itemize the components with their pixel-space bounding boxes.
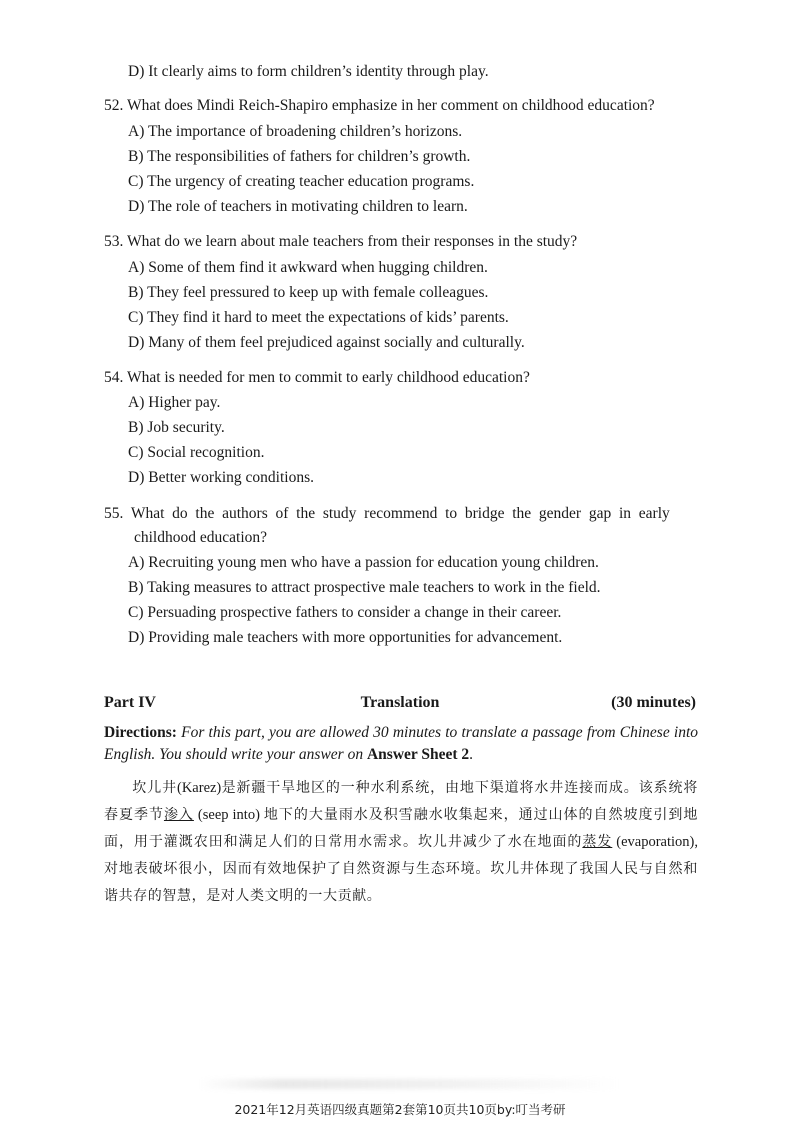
directions-period: . bbox=[469, 746, 474, 763]
directions bbox=[104, 722, 698, 766]
passage-text-3: 地下的大量雨水及积雪融水收集起来，通过山体的自然坡度引到地面，用于灌溉农田和满足人们的日常用水需求。坎儿井减少了水在地面的 bbox=[104, 807, 698, 850]
passage-gloss-seep: (seep into) bbox=[193, 807, 264, 823]
q52-option-c: C) The urgency of creating teacher education programs. bbox=[128, 173, 475, 190]
q54-option-a: A) Higher pay. bbox=[128, 394, 221, 411]
passage-text-1: 坎儿井 bbox=[132, 780, 177, 796]
q52-option-b: B) The responsibilities of fathers for children’s growth. bbox=[128, 148, 471, 165]
part-time: (30 minutes) bbox=[611, 694, 696, 711]
watermark-smudge bbox=[200, 1079, 620, 1089]
passage-gloss-karez: (Karez) bbox=[177, 780, 222, 796]
translation-passage bbox=[104, 775, 698, 910]
q51-option-d: D) It clearly aims to form children’s identity through play. bbox=[128, 63, 489, 80]
directions-text: For this part, you are allowed 30 minutes to translate a passage from Chinese into English. You should write your answer on bbox=[104, 724, 699, 763]
q54-stem: 54. What is needed for men to commit to early childhood education? bbox=[104, 369, 530, 386]
page-footer: 2021年12月英语四级真题第2套第10页共10页by:叮当考研 bbox=[234, 1102, 566, 1117]
passage-text-2: 是新疆干旱地区的一种水利系统，由地下渠道将水井连接而成。该系统将春夏季节 bbox=[104, 780, 698, 823]
q53-option-b: B) They feel pressured to keep up with female colleagues. bbox=[128, 284, 489, 301]
q53-option-c: C) They find it hard to meet the expectations of kids’ parents. bbox=[128, 309, 509, 326]
passage-term-evaporation: 蒸发 bbox=[582, 834, 613, 850]
q54-option-b: B) Job security. bbox=[128, 419, 225, 436]
q55-stem-continued: childhood education? bbox=[134, 529, 267, 546]
q55-option-a: A) Recruiting young men who have a passion for education young children. bbox=[128, 554, 599, 571]
q53-option-a: A) Some of them find it awkward when hugging children. bbox=[128, 259, 488, 276]
q52-option-d: D) The role of teachers in motivating children to learn. bbox=[128, 198, 468, 215]
passage-term-seep: 渗入 bbox=[163, 807, 194, 823]
q54-option-d: D) Better working conditions. bbox=[128, 469, 314, 486]
part-title: Translation bbox=[360, 694, 440, 711]
q55-option-c: C) Persuading prospective fathers to consider a change in their career. bbox=[128, 604, 562, 621]
q53-stem: 53. What do we learn about male teachers from their responses in the study? bbox=[104, 233, 578, 250]
q52-stem: 52. What does Mindi Reich-Shapiro emphasize in her comment on childhood education? bbox=[104, 97, 655, 114]
answer-sheet-ref: Answer Sheet 2 bbox=[366, 746, 470, 763]
q54-option-c: C) Social recognition. bbox=[128, 444, 265, 461]
q55-stem: 55. What do the authors of the study recommend to bridge the gender gap in early bbox=[104, 505, 670, 522]
directions-label: Directions: bbox=[104, 724, 177, 741]
q55-option-d: D) Providing male teachers with more opportunities for advancement. bbox=[128, 629, 563, 646]
passage-gloss-evaporation: (evaporation), bbox=[612, 834, 698, 850]
passage-text-4: 对地表破坏很小，因而有效地保护了自然资源与生态环境。坎儿井体现了我国人民与自然和谐共存的智慧，是对人类文明的一大贡献。 bbox=[104, 861, 698, 904]
q52-option-a: A) The importance of broadening children’s horizons. bbox=[128, 123, 463, 140]
part-number: Part IV bbox=[104, 694, 156, 711]
q53-option-d: D) Many of them feel prejudiced against socially and culturally. bbox=[128, 334, 525, 351]
q55-option-b: B) Taking measures to attract prospective male teachers to work in the field. bbox=[128, 579, 601, 596]
